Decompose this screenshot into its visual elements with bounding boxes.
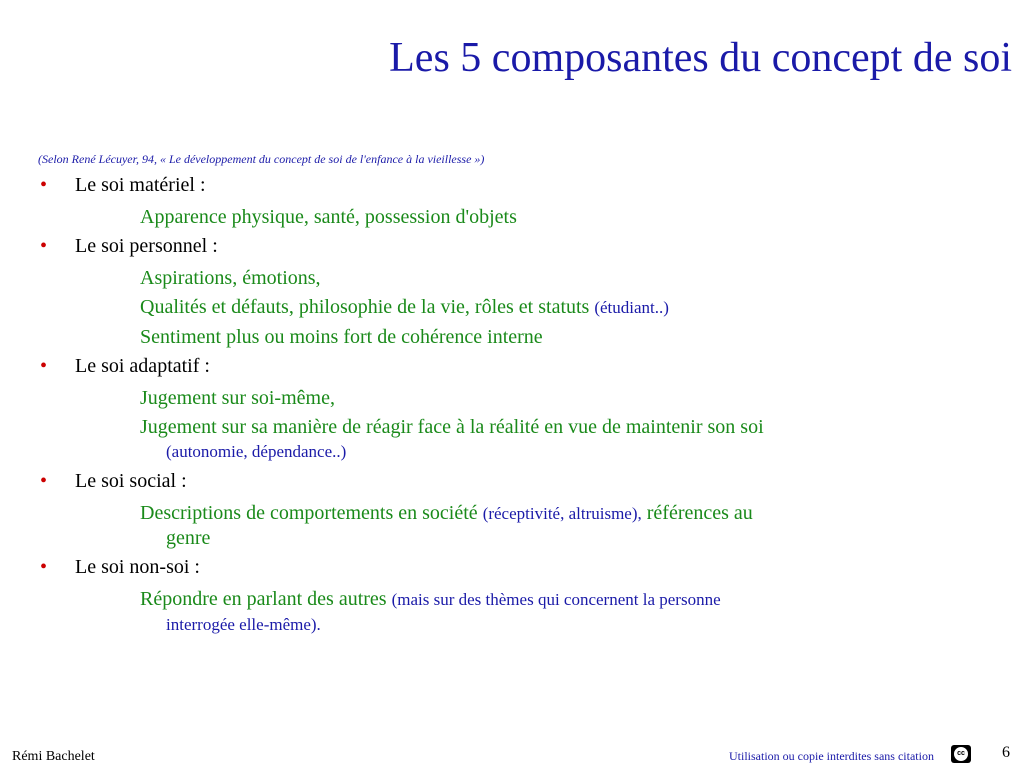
section-soi-materiel bbox=[0, 170, 1024, 229]
section-soi-non-soi bbox=[0, 552, 1024, 637]
sub-item-text: Jugement sur soi-même, bbox=[140, 387, 335, 409]
sub-item-text: Qualités et défauts, philosophie de la vie, rôles et statuts bbox=[140, 296, 590, 318]
sub-item-note-wrap: interrogée elle-même). bbox=[166, 615, 321, 634]
sub-item-note: (autonomie, dépendance..) bbox=[166, 442, 347, 461]
sub-item-note: (étudiant..) bbox=[594, 298, 669, 317]
sub-item-note: (réceptivité, altruisme), bbox=[482, 504, 642, 523]
section-heading bbox=[0, 170, 1024, 200]
creative-commons-icon bbox=[951, 745, 971, 763]
sub-item-text: Aspirations, émotions, bbox=[140, 267, 321, 289]
sub-item-text: Descriptions de comportements en société bbox=[140, 502, 478, 524]
section-heading-text: Le soi matériel : bbox=[75, 174, 206, 196]
section-heading bbox=[0, 552, 1024, 582]
sub-item-text: Répondre en parlant des autres bbox=[140, 588, 387, 610]
page-number: 6 bbox=[1002, 744, 1010, 761]
section-heading bbox=[0, 231, 1024, 261]
sub-item bbox=[0, 501, 1024, 550]
section-heading-text: Le soi social : bbox=[75, 470, 187, 492]
sub-item-text-continued: références au bbox=[646, 502, 753, 524]
sub-item bbox=[0, 205, 1024, 229]
content-list bbox=[0, 170, 1024, 639]
sub-item-text: Jugement sur sa manière de réagir face à la réalité en vue de maintenir son soi bbox=[140, 416, 764, 438]
bullet-icon: • bbox=[40, 470, 48, 492]
bullet-icon: • bbox=[40, 235, 48, 257]
sub-item bbox=[0, 266, 1024, 290]
section-heading-text: Le soi non-soi : bbox=[75, 556, 200, 578]
slide-title: Les 5 composantes du concept de soi bbox=[389, 35, 1012, 81]
bullet-icon: • bbox=[40, 556, 48, 578]
section-heading bbox=[0, 351, 1024, 381]
footer-author: Rémi Bachelet bbox=[12, 749, 95, 764]
bullet-icon: • bbox=[40, 174, 48, 196]
cc-icon-text: cc bbox=[953, 746, 969, 762]
section-heading bbox=[0, 466, 1024, 496]
section-soi-personnel bbox=[0, 231, 1024, 349]
sub-item-text-wrap: genre bbox=[166, 527, 211, 549]
bullet-icon: • bbox=[40, 355, 48, 377]
source-citation: (Selon René Lécuyer, 94, « Le développement du concept de soi de l'enfance à la vieillesse ») bbox=[38, 152, 485, 166]
section-soi-adaptatif bbox=[0, 351, 1024, 464]
sub-item-text: Sentiment plus ou moins fort de cohérence interne bbox=[140, 326, 543, 348]
sub-item bbox=[0, 295, 1024, 320]
section-heading-text: Le soi adaptatif : bbox=[75, 355, 210, 377]
section-soi-social bbox=[0, 466, 1024, 550]
sub-item bbox=[0, 415, 1024, 464]
sub-item bbox=[0, 587, 1024, 637]
sub-item bbox=[0, 325, 1024, 349]
sub-item bbox=[0, 386, 1024, 410]
footer-notice: Utilisation ou copie interdites sans citation bbox=[729, 749, 934, 763]
sub-item-text: Apparence physique, santé, possession d'objets bbox=[140, 206, 517, 228]
section-heading-text: Le soi personnel : bbox=[75, 235, 218, 257]
sub-item-note: (mais sur des thèmes qui concernent la personne bbox=[391, 590, 721, 609]
